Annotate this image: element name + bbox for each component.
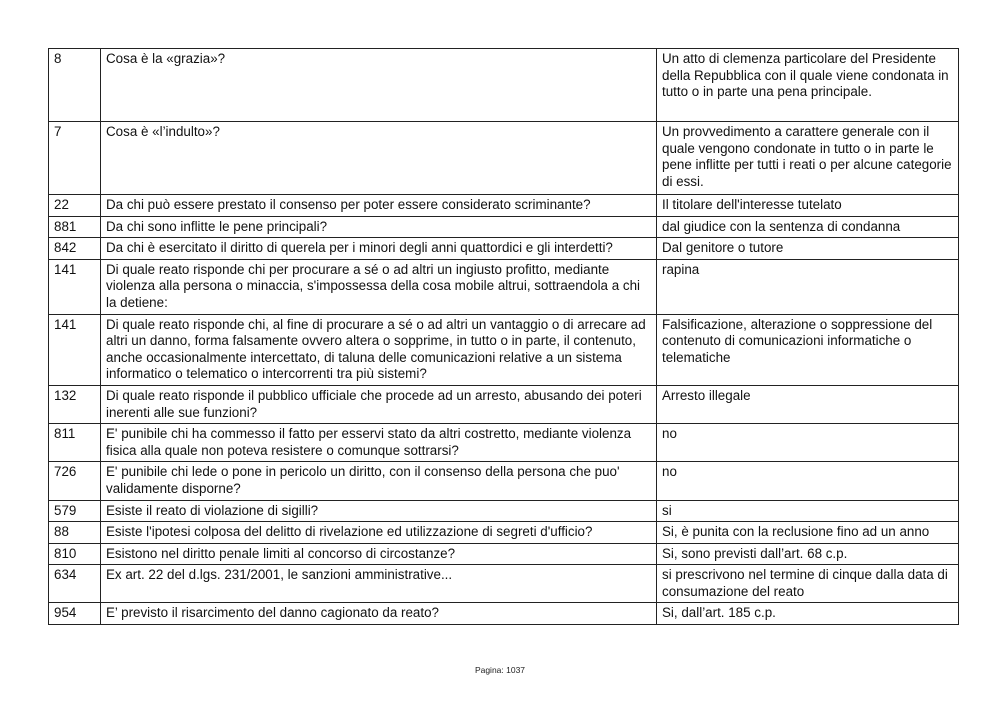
table-row <box>49 385 959 423</box>
page-footer <box>0 665 1000 675</box>
row-question: E' punibile chi lede o pone in pericolo un diritto, con il consenso della persona che puo' validamente disporne? <box>101 462 657 500</box>
table-row <box>49 565 959 603</box>
row-question: E’ previsto il risarcimento del danno cagionato da reato? <box>101 603 657 625</box>
row-question: Da chi è esercitato il diritto di querela per i minori degli anni quattordici e gli interdetti? <box>101 238 657 260</box>
row-answer: Arresto illegale <box>657 385 959 423</box>
row-number: 141 <box>49 314 101 385</box>
row-number: 811 <box>49 424 101 462</box>
row-question: Cosa è «l’indulto»? <box>101 122 657 195</box>
table-row <box>49 543 959 565</box>
question-table-container <box>48 48 958 625</box>
table-row <box>49 122 959 195</box>
row-question: Esiste l'ipotesi colposa del delitto di rivelazione ed utilizzazione di segreti d'ufficio? <box>101 522 657 544</box>
row-answer: Un atto di clemenza particolare del Presidente della Repubblica con il quale viene condonata in tutto o in parte una pena principale. <box>657 49 959 122</box>
row-number: 954 <box>49 603 101 625</box>
row-question: Cosa è la «grazia»? <box>101 49 657 122</box>
row-question: Di quale reato risponde il pubblico ufficiale che procede ad un arresto, abusando dei poteri inerenti alle sue funzioni? <box>101 385 657 423</box>
row-answer: Si, è punita con la reclusione fino ad un anno <box>657 522 959 544</box>
table-row <box>49 424 959 462</box>
row-number: 810 <box>49 543 101 565</box>
table-row <box>49 259 959 314</box>
row-question: Da chi può essere prestato il consenso per poter essere considerato scriminante? <box>101 195 657 217</box>
row-number: 579 <box>49 500 101 522</box>
table-row <box>49 314 959 385</box>
row-question: Da chi sono inflitte le pene principali? <box>101 216 657 238</box>
row-number: 881 <box>49 216 101 238</box>
table-row <box>49 216 959 238</box>
row-answer: Un provvedimento a carattere generale con il quale vengono condonate in tutto o in parte le pene inflitte per tutti i reati o per alcune categorie di essi. <box>657 122 959 195</box>
row-number: 88 <box>49 522 101 544</box>
row-number: 8 <box>49 49 101 122</box>
row-question: E' punibile chi ha commesso il fatto per esservi stato da altri costretto, mediante violenza fisica alla quale non poteva resistere o comunque sottrarsi? <box>101 424 657 462</box>
row-answer: si prescrivono nel termine di cinque dalla data di consumazione del reato <box>657 565 959 603</box>
row-answer: Si, sono previsti dall’art. 68 c.p. <box>657 543 959 565</box>
table-row <box>49 238 959 260</box>
table-row <box>49 49 959 122</box>
row-answer: si <box>657 500 959 522</box>
table-row <box>49 522 959 544</box>
table-row <box>49 462 959 500</box>
table-row <box>49 195 959 217</box>
row-number: 22 <box>49 195 101 217</box>
row-answer: no <box>657 424 959 462</box>
row-answer: Dal genitore o tutore <box>657 238 959 260</box>
row-number: 132 <box>49 385 101 423</box>
row-number: 726 <box>49 462 101 500</box>
row-number: 141 <box>49 259 101 314</box>
row-answer: Si, dall’art. 185 c.p. <box>657 603 959 625</box>
question-answer-table <box>48 48 959 625</box>
row-number: 842 <box>49 238 101 260</box>
row-answer: Il titolare dell'interesse tutelato <box>657 195 959 217</box>
row-number: 7 <box>49 122 101 195</box>
row-question: Esiste il reato di violazione di sigilli? <box>101 500 657 522</box>
row-number: 634 <box>49 565 101 603</box>
row-question: Ex art. 22 del d.lgs. 231/2001, le sanzioni amministrative... <box>101 565 657 603</box>
row-question: Di quale reato risponde chi, al fine di procurare a sé o ad altri un vantaggio o di arrecare ad altri un danno, forma falsamente ovvero altera o sopprime, in tutto o in parte, il contenuto, anche occasionalmente intercettato, di taluna delle comunicazioni relative a un sistema informatico o telematico o intercorrenti tra più sistemi? <box>101 314 657 385</box>
page-number-label: Pagina: 1037 <box>474 665 526 675</box>
table-row <box>49 603 959 625</box>
row-answer: no <box>657 462 959 500</box>
row-answer: Falsificazione, alterazione o soppressione del contenuto di comunicazioni informatiche o telematiche <box>657 314 959 385</box>
row-question: Esistono nel diritto penale limiti al concorso di circostanze? <box>101 543 657 565</box>
row-question: Di quale reato risponde chi per procurare a sé o ad altri un ingiusto profitto, mediante violenza alla persona o minaccia, s'impossessa della cosa mobile altrui, sottraendola a chi la detiene: <box>101 259 657 314</box>
table-row <box>49 500 959 522</box>
row-answer: dal giudice con la sentenza di condanna <box>657 216 959 238</box>
row-answer: rapina <box>657 259 959 314</box>
